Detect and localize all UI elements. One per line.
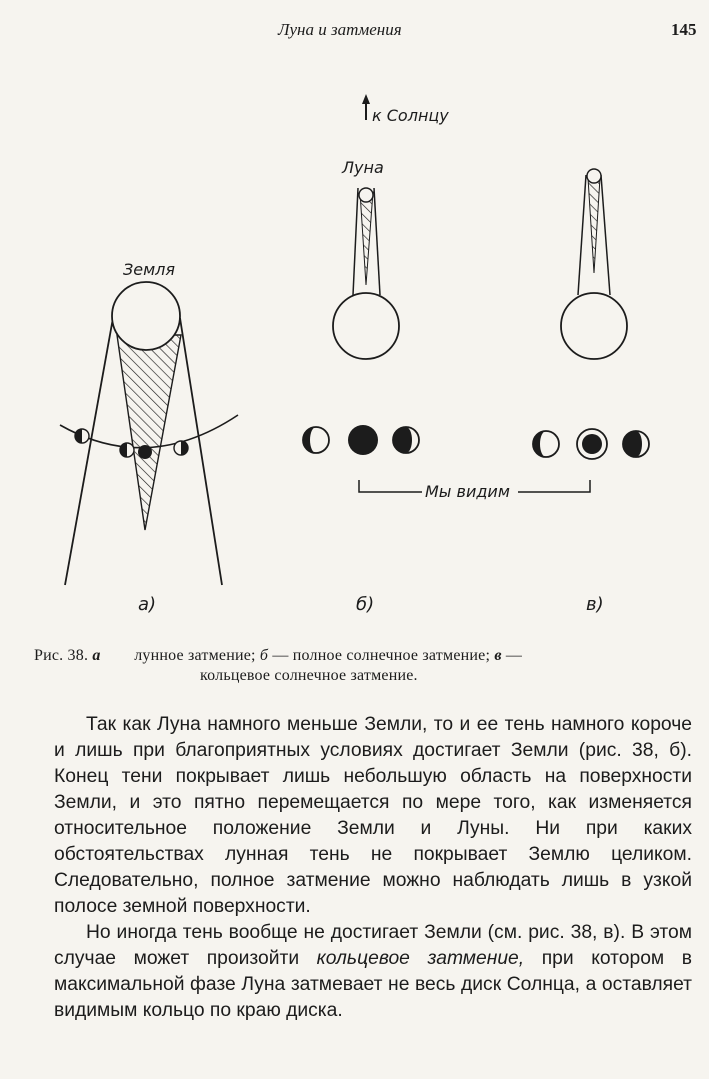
- running-head: [0, 20, 709, 44]
- panel-label-b: б): [356, 594, 375, 615]
- panel-label-a: а): [138, 594, 157, 615]
- earth-circle-b: [333, 293, 399, 359]
- caption-text-a: лунное затмение;: [134, 647, 256, 664]
- phases-b: [303, 425, 419, 455]
- moon-circle-b: [359, 188, 373, 202]
- figure-38: [0, 80, 709, 640]
- phases-c: [533, 429, 649, 459]
- moon-circle-c: [587, 169, 601, 183]
- caption-key-b: б: [259, 647, 269, 664]
- paragraph-2-end: при котором в максимальной фазе Луна затмевает не весь диск Солнца, а оставляет видимым кольцо по краю диска.: [54, 948, 692, 1021]
- paragraph-2-start: Но иногда тень вообще не достигает Земли (см. рис. 38, в). В этом случае может произойти: [54, 922, 692, 969]
- paragraph-2: [54, 920, 692, 1024]
- caption-fig-number: Рис. 38.: [34, 647, 89, 664]
- earth-circle-c: [561, 293, 627, 359]
- we-see-label: Мы видим: [425, 482, 510, 501]
- earth-label: Земля: [123, 260, 176, 279]
- page-number: 145: [671, 20, 697, 39]
- body-text: [54, 712, 692, 1024]
- panel-a-lunar-eclipse: [60, 282, 238, 585]
- panel-b-total-solar-eclipse: [303, 188, 419, 455]
- paragraph-2-emphasis: кольцевое затмение,: [316, 948, 525, 969]
- caption-key-a: а: [92, 647, 101, 664]
- caption-text-c: —: [505, 647, 523, 664]
- moon-label: Луна: [342, 158, 384, 177]
- panel-c-annular-solar-eclipse: [533, 169, 649, 459]
- caption-key-c: в: [494, 647, 502, 664]
- figure-caption: [34, 646, 694, 686]
- caption-line-2: кольцевое солнечное затмение.: [200, 667, 418, 684]
- paragraph-1: Так как Луна намного меньше Земли, то и ее тень намного короче и лишь при благоприятных условиях достигает Земли (рис. 38, б). Конец тени покрывает лишь небольшую область на поверхности Земли, и это пятно перемещается по мере того, как изменяется относительное положение Земли и Луны. Ни при каких обстоятельствах лунная тень не покрывает Землю целиком. Следовательно, полное затмение можно наблюдать лишь в узкой полосе земной поверхности.: [54, 714, 692, 917]
- earth-circle: [112, 282, 180, 350]
- sun-arrow-icon: [362, 94, 370, 120]
- running-title: Луна и затмения: [278, 20, 402, 39]
- panel-label-c: в): [586, 594, 604, 615]
- caption-text-b: — полное солнечное затмение;: [272, 647, 491, 664]
- to-sun-label: к Солнцу: [372, 106, 449, 125]
